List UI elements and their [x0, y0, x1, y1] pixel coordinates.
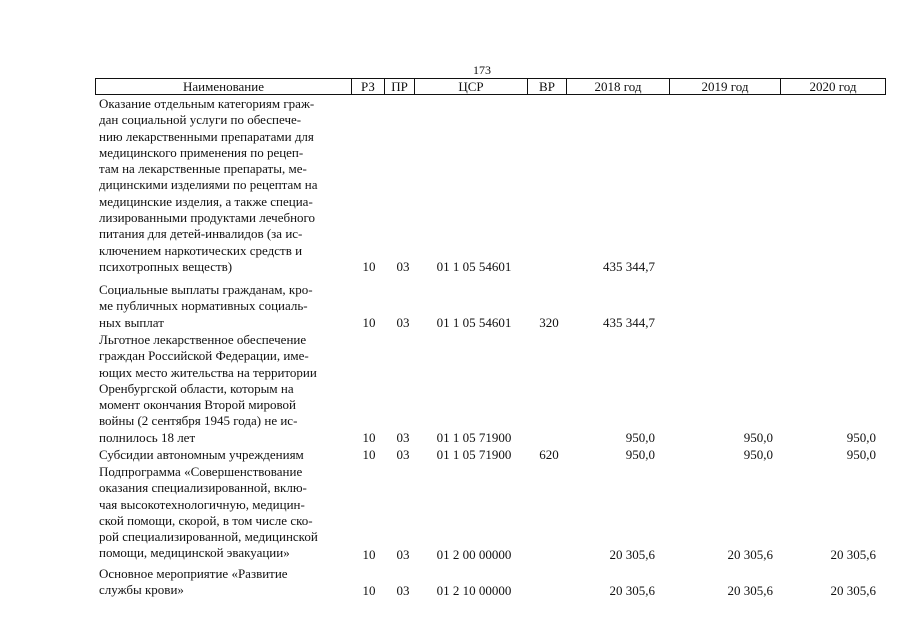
row-csr: 01 1 05 54601: [436, 259, 512, 274]
row-2018: 20 305,6: [609, 583, 655, 598]
row-2019: 20 305,6: [727, 547, 773, 562]
row-rz: 10: [362, 259, 376, 274]
header-2020: 2020 год: [809, 79, 857, 94]
row-csr: 01 1 05 54601: [436, 315, 512, 330]
row-2019: 950,0: [743, 447, 773, 462]
row-pr: 03: [396, 547, 410, 562]
row-name: Социальные выплаты гражданам, кро- ме публичных нормативных социаль- ных выплат: [99, 282, 313, 330]
row-2020: 950,0: [846, 447, 876, 462]
page-number: 173: [473, 63, 491, 77]
row-2018: 20 305,6: [609, 547, 655, 562]
table-header: [95, 78, 886, 95]
header-rz: РЗ: [352, 79, 385, 94]
row-csr: 01 2 00 00000: [436, 547, 512, 562]
header-2018: 2018 год: [567, 79, 670, 94]
row-rz: 10: [362, 583, 376, 598]
row-2018: 435 344,7: [603, 315, 655, 330]
row-name: Субсидии автономным учреждениям: [99, 447, 304, 462]
row-rz: 10: [362, 315, 376, 330]
row-pr: 03: [396, 430, 410, 445]
header-pr: ПР: [385, 79, 415, 94]
header-csr: ЦСР: [415, 79, 528, 94]
row-2020: 950,0: [846, 430, 876, 445]
row-2020: 20 305,6: [830, 547, 876, 562]
row-2018: 435 344,7: [603, 259, 655, 274]
row-rz: 10: [362, 447, 376, 462]
row-name: Оказание отдельным категориям граж- дан социальной услуги по обеспече- нию лекарственными препаратами для медицинского применения по рецеп- там на лекарственные препараты, ме- дицинскими изделиями по рецептам на медицинские изделия, а также специа- лизированными продуктами лечебного питания для детей-инвалидов (за ис- ключением наркотических средств и психотропных веществ): [99, 96, 318, 274]
row-2018: 950,0: [625, 430, 655, 445]
row-rz: 10: [362, 430, 376, 445]
row-name: Льготное лекарственное обеспечение граждан Российской Федерации, име- ющих место жительства на территории Оренбургской области, которым на момент окончания Второй мировой войны (2 сентября 1945 года) не ис- полнилось 18 лет: [99, 332, 317, 445]
row-csr: 01 1 05 71900: [436, 430, 512, 445]
row-pr: 03: [396, 259, 410, 274]
row-2018: 950,0: [625, 447, 655, 462]
row-vr: 320: [539, 315, 559, 330]
row-csr: 01 2 10 00000: [436, 583, 512, 598]
header-vr: ВР: [528, 79, 567, 94]
header-2019: 2019 год: [670, 79, 781, 94]
row-rz: 10: [362, 547, 376, 562]
row-pr: 03: [396, 315, 410, 330]
row-2020: 20 305,6: [830, 583, 876, 598]
row-name: Подпрограмма «Совершенствование оказания специализированной, вклю- чая высокотехнологичную, медицин- ской помощи, скорой, в том числе ско- рой специализированной, медицинской помощи, медицинской эвакуации»: [99, 464, 318, 561]
row-pr: 03: [396, 583, 410, 598]
row-vr: 620: [539, 447, 559, 462]
row-2019: 20 305,6: [727, 583, 773, 598]
row-2019: 950,0: [743, 430, 773, 445]
row-csr: 01 1 05 71900: [436, 447, 512, 462]
header-name: Наименование: [96, 79, 352, 94]
row-name: Основное мероприятие «Развитие службы крови»: [99, 566, 288, 598]
row-pr: 03: [396, 447, 410, 462]
